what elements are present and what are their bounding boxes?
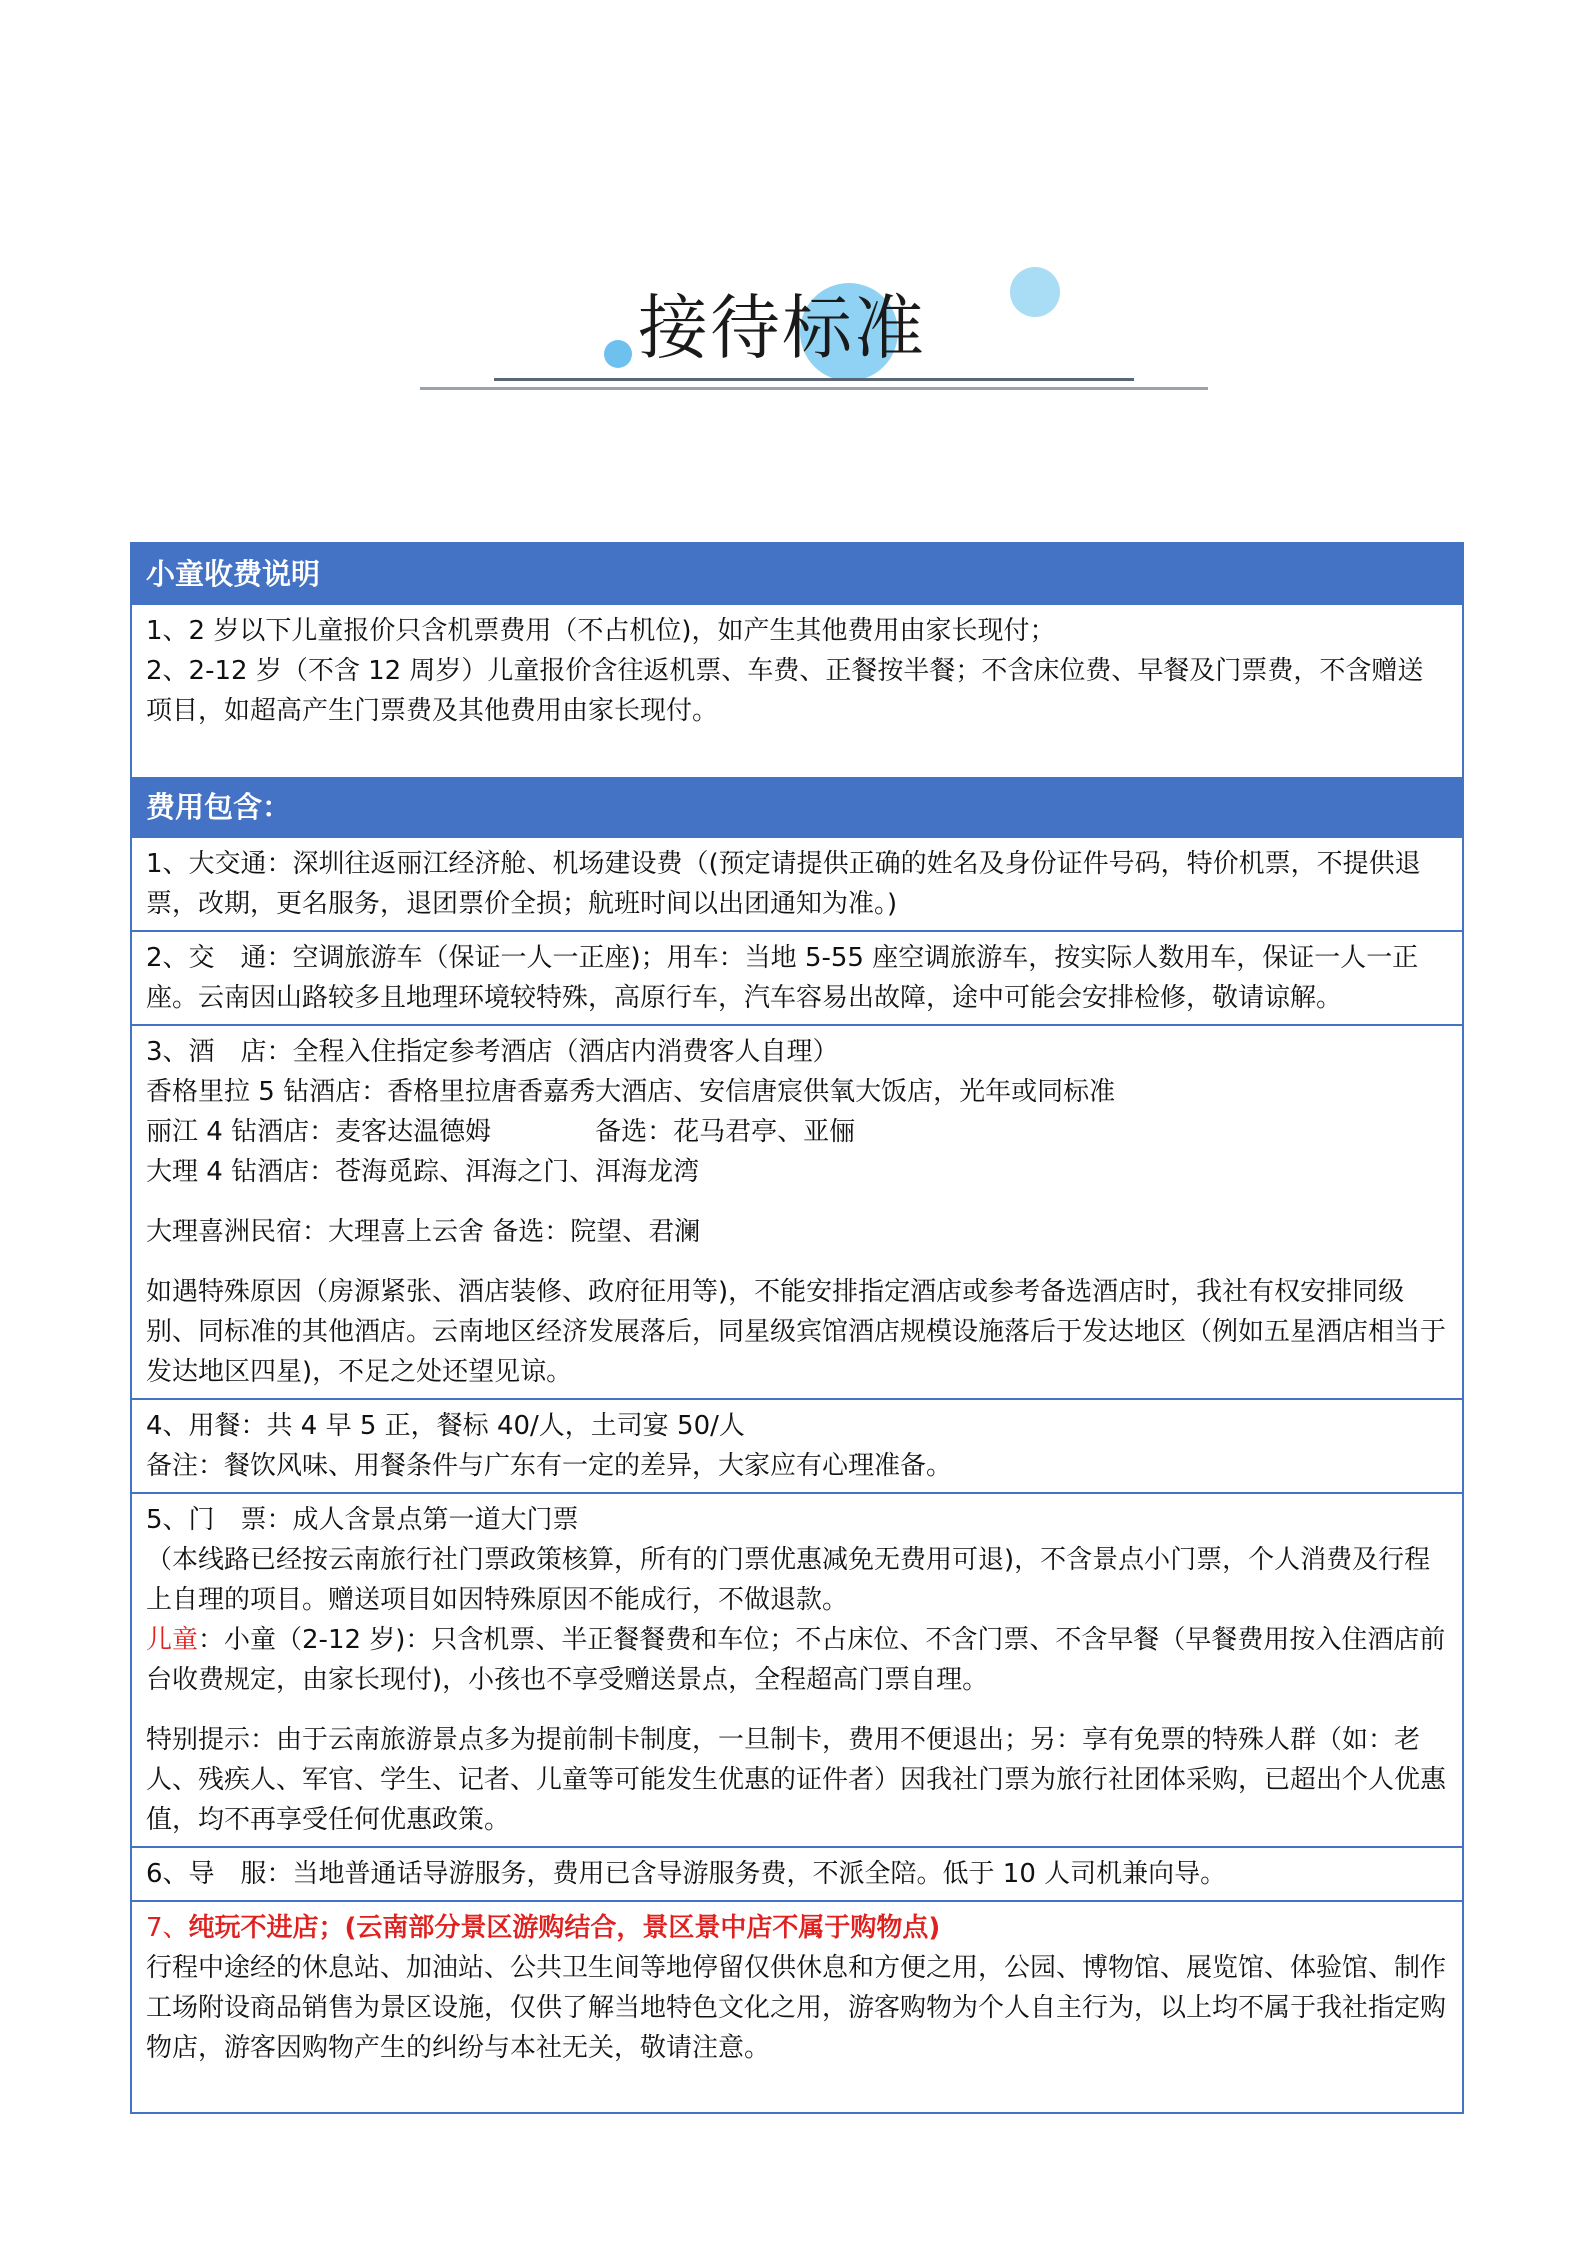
tickets-cell	[132, 1492, 1462, 1846]
child-fee-line-1: 1、2 岁以下儿童报价只含机票费用（不占机位)，如产生其他费用由家长现付；	[146, 616, 1056, 646]
meals-line-2: 备注：餐饮风味、用餐条件与广东有一定的差异，大家应有心理准备。	[146, 1451, 953, 1481]
hotel-dali-minsu: 大理喜洲民宿：大理喜上云舍 备选：院望、君澜	[146, 1217, 701, 1247]
shopping-prefix: 7、	[146, 1913, 189, 1943]
tickets-child-text: ：小童（2-12 岁)：只含机票、半正餐餐费和车位；不占床位、不含门票、不含早餐（早餐费用按入住酒店前台收费规定，由家长现付)，小孩也不享受赠送景点，全程超高门票自理。	[146, 1625, 1446, 1695]
transport-big-cell	[132, 838, 1462, 930]
page-title-block	[0, 0, 1587, 420]
page-title-part-1: 接待	[638, 287, 782, 369]
tickets-child	[146, 1620, 1448, 1700]
shopping-headline-text: 纯玩不进店；(云南部分景区游购结合，景区景中店不属于购物点)	[188, 1913, 941, 1943]
hotel-dali: 大理 4 钻酒店：苍海觅踪、洱海之门、洱海龙湾	[146, 1157, 700, 1187]
guide-cell	[132, 1846, 1462, 1900]
tickets-special: 特别提示：由于云南旅游景点多为提前制卡制度，一旦制卡，费用不便退出；另：享有免票的特殊人群（如：老人、残疾人、军官、学生、记者、儿童等可能发生优惠的证件者）因我社门票为旅行社团体采购，已超出个人优惠值，均不再享受任何优惠政策。	[146, 1725, 1447, 1835]
child-fee-line-2: 2、2-12 岁（不含 12 周岁）儿童报价含往返机票、车费、正餐按半餐；不含床位费、早餐及门票费，不含赠送项目，如超高产生门票费及其他费用由家长现付。	[146, 656, 1424, 726]
shopping-cell	[132, 1900, 1462, 2112]
hotel-shangrila: 香格里拉 5 钻酒店：香格里拉唐香嘉秀大酒店、安信唐宸供氧大饭店，光年或同标准	[146, 1077, 1116, 1107]
hotel-lijiang-alt: 备选：花马君亭、亚俪	[595, 1117, 856, 1147]
shopping-body: 行程中途经的休息站、加油站、公共卫生间等地停留仅供休息和方便之用，公园、博物馆、展览馆、体验馆、制作工场附设商品销售为景区设施，仅供了解当地特色文化之用，游客购物为个人自主行为，以上均不属于我社指定购物店，游客因购物产生的纠纷与本社无关，敬请注意。	[146, 1953, 1447, 2063]
title-underline-light	[420, 387, 1208, 390]
shopping-headline	[146, 1908, 1448, 1948]
hotel-lijiang-main: 丽江 4 钻酒店：麦客达温德姆	[146, 1117, 492, 1147]
meals-line-1: 4、用餐：共 4 早 5 正，餐标 40/人，土司宴 50/人	[146, 1411, 745, 1441]
child-fee-cell	[132, 605, 1462, 775]
hotel-lijiang	[146, 1112, 1448, 1152]
page-title-part-2: 标	[782, 287, 854, 369]
meals-cell	[132, 1398, 1462, 1492]
tickets-child-label: 儿童	[146, 1625, 199, 1655]
page-title	[638, 278, 926, 378]
tickets-line-2: （本线路已经按云南旅行社门票政策核算，所有的门票优惠减免无费用可退)，不含景点小门票，个人消费及行程上自理的项目。赠送项目如因特殊原因不能成行，不做退款。	[146, 1545, 1431, 1615]
transport-big-text: 1、大交通：深圳往返丽江经济舱、机场建设费（(预定请提供正确的姓名及身份证件号码，特价机票，不提供退票，改期，更名服务，退团票价全损；航班时间以出团通知为准。)	[146, 849, 1421, 919]
transport-local-cell	[132, 930, 1462, 1024]
hotel-note: 如遇特殊原因（房源紧张、酒店装修、政府征用等)，不能安排指定酒店或参考备选酒店时，我社有权安排同级别、同标准的其他酒店。云南地区经济发展落后，同星级宾馆酒店规模设施落后于发达地区（例如五星酒店相当于发达地区四星)，不足之处还望见谅。	[146, 1277, 1447, 1387]
transport-local-text: 2、交 通：空调旅游车（保证一人一正座)；用车：当地 5-55 座空调旅游车，按实际人数用车，保证一人一正座。云南因山路较多且地理环境较特殊，高原行车，汽车容易出故障，途中可能会安排检修，敬请谅解。	[146, 943, 1419, 1013]
child-fee-header: 小童收费说明	[132, 544, 1462, 605]
page-title-part-3: 准	[854, 287, 926, 369]
decorative-circle-medium	[1010, 267, 1060, 317]
guide-text: 6、导 服：当地普通话导游服务，费用已含导游服务费，不派全陪。低于 10 人司机兼向导。	[146, 1859, 1227, 1889]
hotel-cell	[132, 1024, 1462, 1398]
decorative-circle-small	[604, 340, 632, 368]
hotel-intro: 3、酒 店：全程入住指定参考酒店（酒店内消费客人自理）	[146, 1037, 839, 1067]
title-underline-dark	[494, 378, 1134, 381]
reception-standard-table	[130, 542, 1464, 2114]
included-header: 费用包含：	[132, 775, 1462, 838]
tickets-line-1: 5、门 票：成人含景点第一道大门票	[146, 1505, 579, 1535]
